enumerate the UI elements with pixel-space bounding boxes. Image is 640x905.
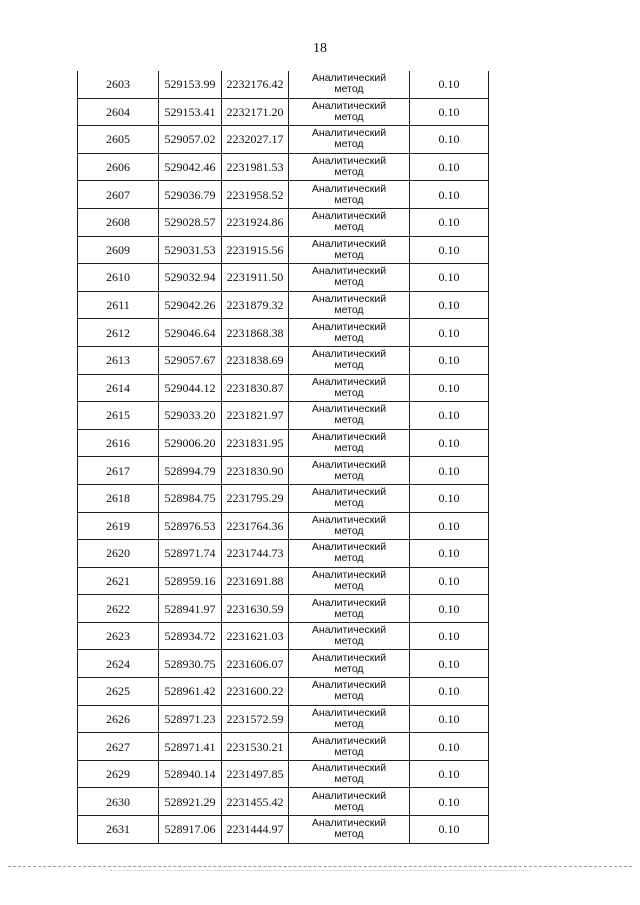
method-line-1: Аналитический [311, 706, 387, 719]
x-coordinate-cell: 529042.26 [159, 291, 222, 319]
method-line-1: Аналитический [311, 679, 387, 692]
method-line-2: метод [334, 221, 364, 234]
x-coordinate-cell: 529031.53 [159, 236, 222, 264]
table-row [78, 567, 489, 595]
x-coordinate-cell: 528984.75 [159, 484, 222, 512]
method-line-1: Аналитический [311, 431, 387, 444]
method-line-2: метод [334, 800, 364, 813]
method-line-2: метод [334, 497, 364, 510]
y-coordinate-cell: 2231691.88 [222, 567, 289, 595]
scan-edge-line [8, 866, 632, 867]
method-line-1: Аналитический [311, 237, 387, 250]
method-line-2: метод [334, 607, 364, 620]
table-row [78, 208, 489, 236]
method-cell [289, 622, 410, 650]
accuracy-cell: 0.10 [410, 429, 489, 457]
accuracy-cell: 0.10 [410, 374, 489, 402]
method-cell [289, 760, 410, 788]
method-cell [289, 71, 410, 98]
x-coordinate-cell: 528994.79 [159, 457, 222, 485]
method-cell [289, 457, 410, 485]
method-line-1: Аналитический [311, 762, 387, 775]
method-line-2: метод [334, 331, 364, 344]
accuracy-cell: 0.10 [410, 484, 489, 512]
accuracy-cell: 0.10 [410, 346, 489, 374]
method-cell [289, 126, 410, 154]
method-line-2: метод [334, 359, 364, 372]
method-line-1: Аналитический [311, 817, 387, 830]
method-line-2: метод [334, 304, 364, 317]
table-row [78, 512, 489, 540]
y-coordinate-cell: 2231497.85 [222, 760, 289, 788]
point-number-cell: 2621 [78, 567, 159, 595]
method-line-2: метод [334, 690, 364, 703]
y-coordinate-cell: 2232176.42 [222, 71, 289, 98]
table-row [78, 595, 489, 623]
method-cell [289, 788, 410, 816]
accuracy-cell: 0.10 [410, 291, 489, 319]
method-cell [289, 291, 410, 319]
y-coordinate-cell: 2231764.36 [222, 512, 289, 540]
x-coordinate-cell: 529046.64 [159, 319, 222, 347]
table-row [78, 402, 489, 430]
point-number-cell: 2618 [78, 484, 159, 512]
accuracy-cell: 0.10 [410, 126, 489, 154]
point-number-cell: 2604 [78, 98, 159, 126]
x-coordinate-cell: 528971.23 [159, 705, 222, 733]
x-coordinate-cell: 528941.97 [159, 595, 222, 623]
method-cell [289, 484, 410, 512]
table-row [78, 650, 489, 678]
method-line-2: метод [334, 386, 364, 399]
point-number-cell: 2620 [78, 540, 159, 568]
y-coordinate-cell: 2231572.59 [222, 705, 289, 733]
table-row [78, 678, 489, 706]
method-line-2: метод [334, 662, 364, 675]
method-cell [289, 374, 410, 402]
point-number-cell: 2612 [78, 319, 159, 347]
method-line-1: Аналитический [311, 651, 387, 664]
method-line-2: метод [334, 83, 364, 96]
table-row [78, 484, 489, 512]
point-number-cell: 2609 [78, 236, 159, 264]
point-number-cell: 2625 [78, 678, 159, 706]
method-cell [289, 264, 410, 292]
accuracy-cell: 0.10 [410, 733, 489, 761]
method-line-2: метод [334, 469, 364, 482]
point-number-cell: 2630 [78, 788, 159, 816]
method-cell [289, 181, 410, 209]
point-number-cell: 2608 [78, 208, 159, 236]
coordinates-table [77, 71, 489, 844]
point-number-cell: 2616 [78, 429, 159, 457]
y-coordinate-cell: 2232171.20 [222, 98, 289, 126]
accuracy-cell: 0.10 [410, 98, 489, 126]
table-row [78, 705, 489, 733]
accuracy-cell: 0.10 [410, 264, 489, 292]
x-coordinate-cell: 528930.75 [159, 650, 222, 678]
table-row [78, 264, 489, 292]
method-line-2: метод [334, 552, 364, 565]
accuracy-cell: 0.10 [410, 540, 489, 568]
x-coordinate-cell: 529044.12 [159, 374, 222, 402]
method-line-1: Аналитический [311, 624, 387, 637]
method-line-2: метод [334, 773, 364, 786]
method-cell [289, 402, 410, 430]
method-cell [289, 540, 410, 568]
x-coordinate-cell: 529006.20 [159, 429, 222, 457]
method-cell [289, 705, 410, 733]
x-coordinate-cell: 529042.46 [159, 153, 222, 181]
table-row [78, 98, 489, 126]
point-number-cell: 2617 [78, 457, 159, 485]
method-cell [289, 319, 410, 347]
method-line-1: Аналитический [311, 99, 387, 112]
y-coordinate-cell: 2231924.86 [222, 208, 289, 236]
point-number-cell: 2610 [78, 264, 159, 292]
method-line-2: метод [334, 745, 364, 758]
method-line-1: Аналитический [311, 458, 387, 471]
method-line-1: Аналитический [311, 789, 387, 802]
point-number-cell: 2626 [78, 705, 159, 733]
x-coordinate-cell: 528921.29 [159, 788, 222, 816]
y-coordinate-cell: 2231630.59 [222, 595, 289, 623]
method-line-1: Аналитический [311, 596, 387, 609]
method-line-1: Аналитический [311, 541, 387, 554]
point-number-cell: 2629 [78, 760, 159, 788]
method-line-1: Аналитический [311, 348, 387, 361]
method-line-2: метод [334, 193, 364, 206]
method-line-1: Аналитический [311, 375, 387, 388]
point-number-cell: 2624 [78, 650, 159, 678]
method-line-2: метод [334, 414, 364, 427]
method-cell [289, 733, 410, 761]
table-row [78, 374, 489, 402]
method-line-1: Аналитический [311, 210, 387, 223]
accuracy-cell: 0.10 [410, 622, 489, 650]
point-number-cell: 2615 [78, 402, 159, 430]
x-coordinate-cell: 528961.42 [159, 678, 222, 706]
table-row [78, 622, 489, 650]
table-row [78, 733, 489, 761]
x-coordinate-cell: 528959.16 [159, 567, 222, 595]
method-line-2: метод [334, 579, 364, 592]
method-line-1: Аналитический [311, 265, 387, 278]
accuracy-cell: 0.10 [410, 457, 489, 485]
method-cell [289, 567, 410, 595]
table-row [78, 788, 489, 816]
method-line-1: Аналитический [311, 72, 387, 85]
point-number-cell: 2613 [78, 346, 159, 374]
point-number-cell: 2619 [78, 512, 159, 540]
x-coordinate-cell: 528934.72 [159, 622, 222, 650]
method-line-1: Аналитический [311, 182, 387, 195]
x-coordinate-cell: 528976.53 [159, 512, 222, 540]
y-coordinate-cell: 2231958.52 [222, 181, 289, 209]
y-coordinate-cell: 2231868.38 [222, 319, 289, 347]
method-line-2: метод [334, 110, 364, 123]
y-coordinate-cell: 2231600.22 [222, 678, 289, 706]
accuracy-cell: 0.10 [410, 816, 489, 844]
point-number-cell: 2622 [78, 595, 159, 623]
point-number-cell: 2606 [78, 153, 159, 181]
method-line-2: метод [334, 248, 364, 261]
method-line-2: метод [334, 276, 364, 289]
x-coordinate-cell: 528971.74 [159, 540, 222, 568]
point-number-cell: 2603 [78, 71, 159, 98]
x-coordinate-cell: 529057.67 [159, 346, 222, 374]
method-line-1: Аналитический [311, 403, 387, 416]
table-row [78, 429, 489, 457]
table-row [78, 236, 489, 264]
y-coordinate-cell: 2231981.53 [222, 153, 289, 181]
accuracy-cell: 0.10 [410, 650, 489, 678]
method-line-2: метод [334, 524, 364, 537]
accuracy-cell: 0.10 [410, 71, 489, 98]
y-coordinate-cell: 2231915.56 [222, 236, 289, 264]
method-line-1: Аналитический [311, 734, 387, 747]
table-row [78, 457, 489, 485]
accuracy-cell: 0.10 [410, 512, 489, 540]
page-number: 18 [313, 41, 327, 56]
method-line-1: Аналитический [311, 513, 387, 526]
y-coordinate-cell: 2231830.90 [222, 457, 289, 485]
method-line-2: метод [334, 635, 364, 648]
point-number-cell: 2631 [78, 816, 159, 844]
x-coordinate-cell: 529028.57 [159, 208, 222, 236]
x-coordinate-cell: 528971.41 [159, 733, 222, 761]
x-coordinate-cell: 528940.14 [159, 760, 222, 788]
point-number-cell: 2607 [78, 181, 159, 209]
method-line-2: метод [334, 828, 364, 841]
method-line-1: Аналитический [311, 568, 387, 581]
method-line-2: метод [334, 166, 364, 179]
method-line-2: метод [334, 442, 364, 455]
method-line-2: метод [334, 138, 364, 151]
y-coordinate-cell: 2231444.97 [222, 816, 289, 844]
table-row [78, 126, 489, 154]
y-coordinate-cell: 2231879.32 [222, 291, 289, 319]
table-row [78, 540, 489, 568]
table-row [78, 181, 489, 209]
method-cell [289, 153, 410, 181]
coordinates-table-body [78, 71, 489, 843]
y-coordinate-cell: 2231621.03 [222, 622, 289, 650]
point-number-cell: 2623 [78, 622, 159, 650]
table-row [78, 153, 489, 181]
x-coordinate-cell: 529057.02 [159, 126, 222, 154]
method-line-1: Аналитический [311, 486, 387, 499]
method-cell [289, 816, 410, 844]
point-number-cell: 2627 [78, 733, 159, 761]
point-number-cell: 2611 [78, 291, 159, 319]
method-line-1: Аналитический [311, 293, 387, 306]
method-cell [289, 429, 410, 457]
accuracy-cell: 0.10 [410, 236, 489, 264]
y-coordinate-cell: 2231530.21 [222, 733, 289, 761]
method-cell [289, 678, 410, 706]
y-coordinate-cell: 2232027.17 [222, 126, 289, 154]
y-coordinate-cell: 2231830.87 [222, 374, 289, 402]
accuracy-cell: 0.10 [410, 678, 489, 706]
table-row [78, 319, 489, 347]
accuracy-cell: 0.10 [410, 402, 489, 430]
accuracy-cell: 0.10 [410, 705, 489, 733]
x-coordinate-cell: 529153.99 [159, 71, 222, 98]
method-line-2: метод [334, 717, 364, 730]
method-line-1: Аналитический [311, 127, 387, 140]
table-row [78, 291, 489, 319]
method-cell [289, 236, 410, 264]
method-cell [289, 98, 410, 126]
scan-edge-line-secondary [110, 870, 530, 871]
x-coordinate-cell: 529032.94 [159, 264, 222, 292]
accuracy-cell: 0.10 [410, 181, 489, 209]
accuracy-cell: 0.10 [410, 760, 489, 788]
method-cell [289, 512, 410, 540]
y-coordinate-cell: 2231795.29 [222, 484, 289, 512]
table-row [78, 816, 489, 844]
accuracy-cell: 0.10 [410, 595, 489, 623]
method-line-1: Аналитический [311, 155, 387, 168]
x-coordinate-cell: 529153.41 [159, 98, 222, 126]
x-coordinate-cell: 528917.06 [159, 816, 222, 844]
y-coordinate-cell: 2231744.73 [222, 540, 289, 568]
accuracy-cell: 0.10 [410, 567, 489, 595]
y-coordinate-cell: 2231911.50 [222, 264, 289, 292]
table-row [78, 71, 489, 98]
method-line-1: Аналитический [311, 320, 387, 333]
y-coordinate-cell: 2231606.07 [222, 650, 289, 678]
method-cell [289, 650, 410, 678]
y-coordinate-cell: 2231455.42 [222, 788, 289, 816]
accuracy-cell: 0.10 [410, 208, 489, 236]
method-cell [289, 208, 410, 236]
method-cell [289, 595, 410, 623]
x-coordinate-cell: 529036.79 [159, 181, 222, 209]
point-number-cell: 2605 [78, 126, 159, 154]
point-number-cell: 2614 [78, 374, 159, 402]
table-row [78, 346, 489, 374]
method-cell [289, 346, 410, 374]
y-coordinate-cell: 2231838.69 [222, 346, 289, 374]
y-coordinate-cell: 2231831.95 [222, 429, 289, 457]
table-row [78, 760, 489, 788]
accuracy-cell: 0.10 [410, 788, 489, 816]
y-coordinate-cell: 2231821.97 [222, 402, 289, 430]
accuracy-cell: 0.10 [410, 153, 489, 181]
accuracy-cell: 0.10 [410, 319, 489, 347]
x-coordinate-cell: 529033.20 [159, 402, 222, 430]
